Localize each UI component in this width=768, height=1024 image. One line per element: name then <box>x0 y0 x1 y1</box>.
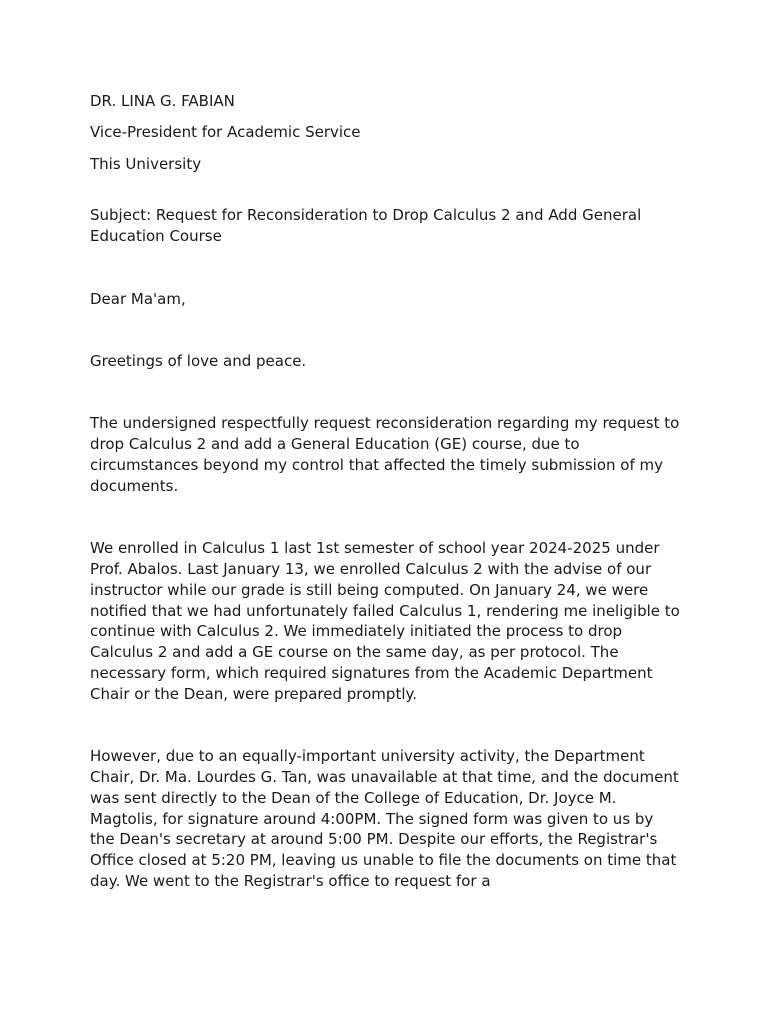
salutation: Dear Ma'am, <box>90 289 186 308</box>
spacer <box>90 185 682 205</box>
subject-line: Subject: Request for Reconsideration to Drop Calculus 2 and Add General Education Course <box>90 206 642 246</box>
recipient-name: DR. LINA G. FABIAN <box>90 92 235 110</box>
paragraph-request: The undersigned respectfully request reconsideration regarding my request to drop Calculus 2 and add a General Education (GE) course, due to circumstances beyond my control that affected the timely submission of my documents. <box>90 414 680 495</box>
recipient-title: Vice-President for Academic Service <box>90 123 361 142</box>
paragraph-circumstances: However, due to an equally-important university activity, the Department Chair, Dr. Ma. Lourdes G. Tan, was unavailable at that time, and the document was sent directly to the Dean of the College of Education, Dr. Joyce M. Magtolis, for signature around 4:00PM. The signed form was given to us by the Dean's secretary at around 5:00 PM. Despite our efforts, the Registrar's Office closed at 5:20 PM, leaving us unable to file the documents on time that day. We went to the Registrar's office to request for a <box>90 747 679 890</box>
letter-body <box>90 91 682 933</box>
greeting: Greetings of love and peace. <box>90 352 307 371</box>
paragraph-enrollment: We enrolled in Calculus 1 last 1st semester of school year 2024-2025 under Prof. Abalos. Last January 13, we enrolled Calculus 2 with the advise of our instructor while our grade is still being computed. On January 24, we were notified that we had unfortunately failed Calculus 1, rendering me ineligible to continue with Calculus 2. We immediately initiated the process to drop Calculus 2 and add a GE course on the same day, as per protocol. The necessary form, which required signatures from the Academic Department Chair or the Dean, were prepared promptly. <box>90 539 680 703</box>
recipient-institution: This University <box>90 154 202 173</box>
